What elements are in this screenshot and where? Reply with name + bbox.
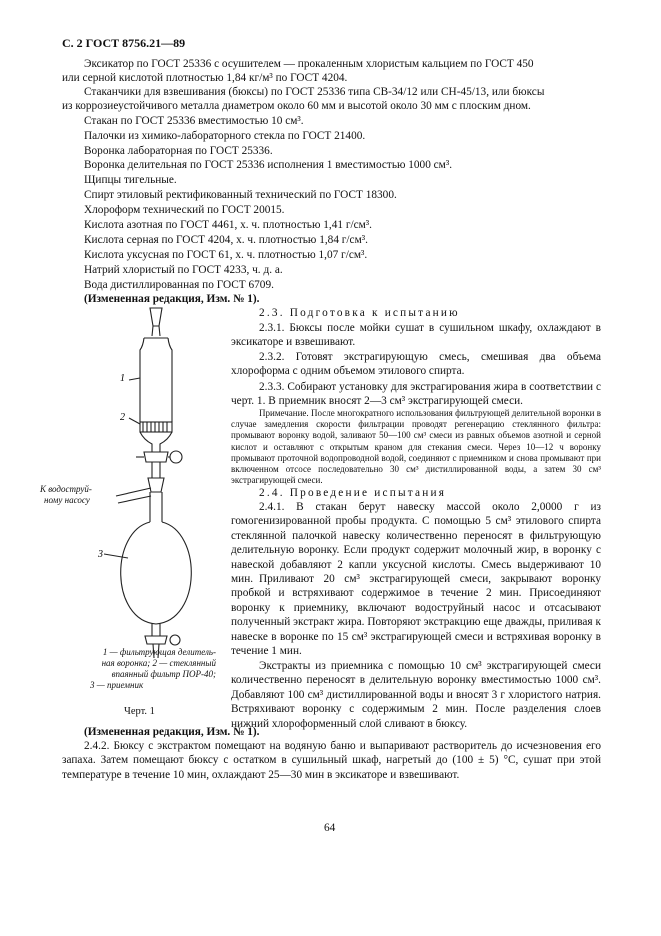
paragraph-2-3-2: 2.3.2. Готовят экстрагирующую смесь, смешивая два объема хлороформа с одним объемом этилового спирта. — [231, 351, 601, 378]
paragraph-add-mixture: Приливают 20 см³ экстрагирующей смеси, закрывают воронку пробкой и встряхивают содержимое в течение 2 мин. Присоединяют воронку к приемнику, включают водоструйный насос и отсасывают полученный экстракт жира. Повторяют экстракцию еще дважды, приливая к навеске в воронке по 15 см³ экстрагирующей смеси и встряхивая воронку в течение 1 мин. — [231, 573, 601, 658]
list-item: Стаканчики для взвешивания (бюксы) по ГОСТ 25336 типа СВ-34/12 или СН-45/13, или бюксы — [84, 86, 545, 98]
figure-legend-3: впаянный фильтр ПОР-40; — [111, 669, 216, 679]
list-item: Палочки из химико-лабораторного стекла по ГОСТ 21400. — [84, 130, 366, 142]
list-item: Стакан по ГОСТ 25336 вместимостью 10 см³. — [84, 115, 304, 127]
label-2: 2 — [120, 412, 125, 423]
apparatus-figure — [40, 300, 230, 660]
figure-legend-4: 3 — приемник — [90, 680, 144, 690]
figure-caption: Черт. 1 — [124, 706, 155, 717]
list-item: или серной кислотой плотностью 1,84 кг/м³ по ГОСТ 4204. — [62, 72, 348, 84]
receiver-flask — [121, 522, 192, 624]
list-item: Кислота азотная по ГОСТ 4461, х. ч. плотностью 1,41 г/см³. — [84, 219, 372, 231]
list-item: Хлороформ технический по ГОСТ 20015. — [84, 204, 285, 216]
list-item: из коррозиеустойчивого металла диаметром около 60 мм и высотой около 30 мм с плоским дном. — [62, 100, 531, 112]
edition-note-2: (Измененная редакция, Изм. № 1). — [84, 726, 260, 738]
paragraph-2-4-2: 2.4.2. Бюксу с экстрактом помещают на водяную баню и выпаривают растворитель до исчезновения его запаха. Затем помещают бюксу с остатком в сушильный шкаф, нагретый до (100 ± 5) °С, сушат при этой температуре в течение 10 мин, охлаждают 25—30 мин в эксикаторе и взвешивают. — [62, 740, 601, 781]
list-item: Щипцы тигельные. — [84, 174, 177, 186]
list-item: Натрий хлористый по ГОСТ 4233, ч. д. а. — [84, 264, 283, 276]
list-item: Кислота серная по ГОСТ 4204, х. ч. плотностью 1,84 г/см³. — [84, 234, 368, 246]
section-2-4-title: 2.4. Проведение испытания — [259, 487, 447, 499]
list-item: Воронка лабораторная по ГОСТ 25336. — [84, 145, 273, 157]
figure-legend-2: ная воронка; 2 — стеклянный — [101, 658, 216, 668]
list-item: Кислота уксусная по ГОСТ 61, х. ч. плотностью 1,07 г/см³. — [84, 249, 368, 261]
edition-note: (Измененная редакция, Изм. № 1). — [84, 293, 260, 305]
stopper-shape — [150, 308, 162, 326]
note: Примечание. После многократного использования фильтрующей делительной воронки в случае замедления скорости фильтрации проводят регенерацию стеклянного фильтра: промывают воронку водой, заливают 50—100 см³ смеси из равных объемов азотной и серной кислот и оставляют с открытым краном для стекания смеси. Через 10—12 ч воронку промывают проточной водопроводной водой, соединяют с приемником и снова промывают при включенном отсосе последовательно 30 см³ дистиллированной воды, а затем 30 см³ экстрагирующей смеси. — [231, 408, 601, 486]
page-header: С. 2 ГОСТ 8756.21—89 — [62, 36, 186, 50]
paragraph-2-3-1: 2.3.1. Бюксы после мойки сушат в сушильном шкафу, охлаждают в эксикаторе и взвешивают. — [231, 322, 601, 349]
paragraph-2-4-1: 2.4.1. В стакан берут навеску массой около 2,0000 г из гомогенизированной пробы продукта. С помощью 5 см³ этилового спирта стеклянной палочкой навеску количественно переносят в фильтрующую делительную воронку. Если продукт содержит молочный жир, в воронку с навеской добавляют 2 капли уксусной кислоты. Смесь выдерживают 10 мин. — [231, 501, 601, 586]
label-3: 3 — [98, 549, 103, 560]
list-item: Воронка делительная по ГОСТ 25336 исполнения 1 вместимостью 1000 см³. — [84, 159, 453, 171]
section-2-3-title: 2.3. Подготовка к испытанию — [259, 307, 460, 319]
list-item: Эксикатор по ГОСТ 25336 с осушителем — прокаленным хлористым кальцием по ГОСТ 450 — [84, 58, 534, 70]
pump-label-2: ному насосу — [44, 495, 90, 505]
label-1: 1 — [120, 373, 125, 384]
list-item: Спирт этиловый ректификованный технический по ГОСТ 18300. — [84, 189, 397, 201]
figure-legend-1: 1 — фильтрующая делитель- — [102, 647, 216, 657]
pump-label-1: К водоструй- — [40, 484, 92, 494]
list-item: Вода дистиллированная по ГОСТ 6709. — [84, 279, 274, 291]
paragraph-2-3-3: 2.3.3. Собирают установку для экстрагирования жира в соответствии с черт. 1. В приемник вносят 2—3 см³ экстрагирующей смеси. — [231, 381, 601, 408]
paragraph-extracts: Экстракты из приемника с помощью 10 см³ экстрагирующей смеси количественно переносят в делительную воронку вместимостью 1000 см³. Добавляют 100 см³ дистиллированной воды и вносят 3 г хлористого натрия. Встряхивают воронку с содержимым 2 мин. После разделения слоев нижний хлороформенный слой сливают в бюксу. — [231, 660, 601, 730]
page-number: 64 — [324, 822, 336, 834]
